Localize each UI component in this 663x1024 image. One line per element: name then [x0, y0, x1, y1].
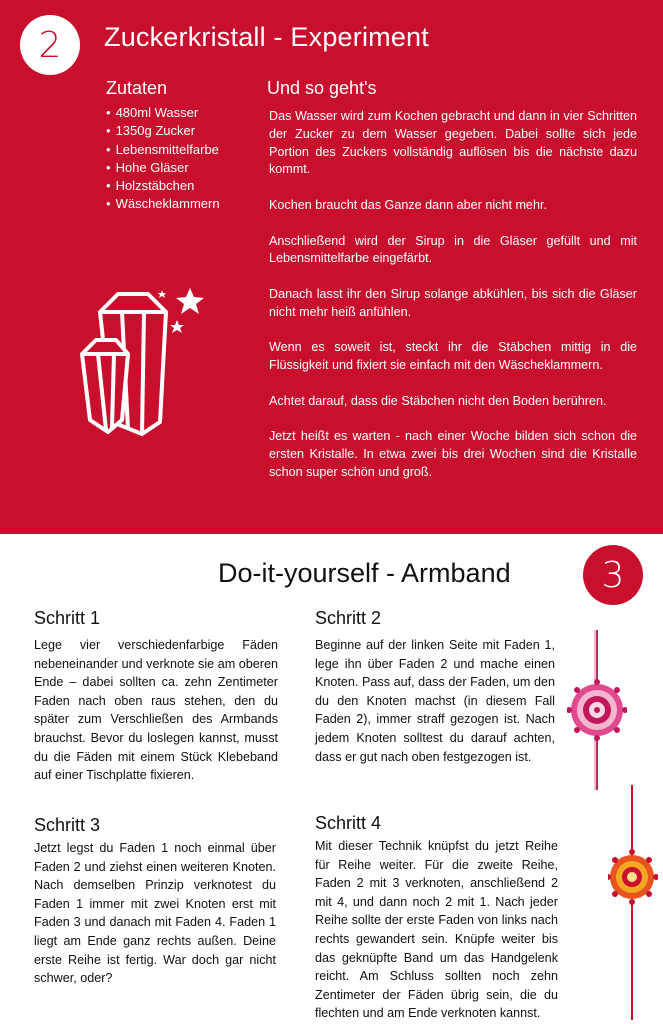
step-paragraph: Kochen braucht das Ganze dann aber nicht mehr.: [269, 197, 547, 212]
step-paragraph: Das Wasser wird zum Kochen gebracht und dann in vier Schritten der Zucker zu dem Wasser gegeben. Dabei sollte sich jede Portion des Zuckers vollständig auflösen bis die nächste dazu kommt.: [269, 109, 637, 177]
bracelet-title: Do-it-yourself - Armband: [218, 558, 511, 588]
step-heading: Schritt 1: [34, 608, 101, 628]
step-heading: Schritt 3: [34, 815, 101, 835]
step-text: Jetzt legst du Faden 1 noch einmal über Faden 2 und ziehst einen weiteren Knoten. Nach demselben Prinzip verknotest du Faden 1 immer mit zwei Knoten erst mit Faden 3 und danach mit Faden 4. Faden 1 liegt am Ende ganz rechts außen. Deine erste Reihe ist fertig. War doch gar nicht schwer, oder?: [34, 841, 276, 986]
step-3: [34, 815, 276, 988]
list-item: • Hohe Gläser: [106, 159, 220, 177]
step-paragraph: Achtet darauf, dass die Stäbchen nicht den Boden berühren.: [269, 393, 607, 408]
list-item: • Lebensmittelfarbe: [106, 141, 220, 159]
step-paragraph: Wenn es soweit ist, steckt ihr die Stäbchen mittig in die Flüssigkeit und fixiert sie einfach mit den Wäscheklammern.: [269, 340, 637, 373]
section-number-badge: [20, 15, 80, 75]
crystal-icon: [78, 282, 210, 440]
step-4: [315, 813, 558, 1023]
ingredients-list: [106, 104, 220, 214]
star-icon: [170, 320, 184, 333]
star-icon: [176, 288, 204, 314]
list-item: • Wäscheklammern: [106, 195, 220, 213]
step-text: Lege vier verschiedenfarbige Fäden nebeneinander und verknote sie am oberen Ende – dabei sollten ca. zehn Zentimeter Faden nach oben raus stehen, den du später zum Verschließen des Armbands brauchst. Bevor du loslegen kannst, musst du die Fäden mit einem Stück Klebeband auf einer Tischplatte fixieren.: [34, 638, 278, 783]
steps-text: [269, 108, 637, 500]
step-heading: Schritt 4: [315, 813, 382, 833]
step-paragraph: Jetzt heißt es warten - nach einer Woche bilden sich schon die ersten Kristalle. In etwa zwei bis drei Wochen sind die Kristalle schon super schön und groß.: [269, 429, 637, 479]
steps-heading: Und so geht's: [267, 78, 377, 98]
section-number: 2: [38, 24, 62, 66]
section-number-badge: [583, 545, 643, 605]
step-paragraph: Anschließend wird der Sirup in die Gläser gefüllt und mit Lebensmittelfarbe eingefärbt.: [269, 233, 637, 266]
list-item: • Holzstäbchen: [106, 177, 220, 195]
step-text: Mit dieser Technik knüpfst du jetzt Reihe für Reihe weiter. Für die zweite Reihe, Faden 2 mit 3 verknoten, anschließend 2 mit 4, und dann noch 2 mit 1. Nach jeder Reihe sollte der erste Faden von links nach rechts gewandert sein. Knüpfe weiter bis das geknüpfte Band um das Handgelenk reicht. Am Schluss sollten noch zehn Zentimeter der Fäden übrig sein, die du flechten und am Ende verknoten kannst.: [315, 839, 558, 1021]
step-1: [34, 608, 278, 785]
experiment-title: Zuckerkristall - Experiment: [104, 22, 429, 52]
ingredients-heading: Zutaten: [106, 78, 168, 98]
step-text: Beginne auf der linken Seite mit Faden 1, lege ihn über Faden 2 und mache einen Knoten. Pass auf, dass der Faden, um den du den Knoten machst (in diesem Fall Faden 2), immer straff gezogen ist. Nach jedem Knoten solltest du darauf achten, dass er gut nach oben festgezogen ist.: [315, 638, 555, 764]
list-item: • 1350g Zucker: [106, 122, 220, 140]
step-heading: Schritt 2: [315, 608, 382, 628]
section-number: 3: [601, 554, 625, 596]
step-paragraph: Danach lasst ihr den Sirup solange abkühlen, bis sich die Gläser nicht mehr heiß anfühlen.: [269, 286, 637, 319]
step-2: [315, 608, 555, 766]
bracelet-icon: [608, 785, 658, 1020]
star-icon: [158, 290, 166, 298]
list-item: • 480ml Wasser: [106, 104, 220, 122]
bracelet-icon: [567, 630, 627, 790]
